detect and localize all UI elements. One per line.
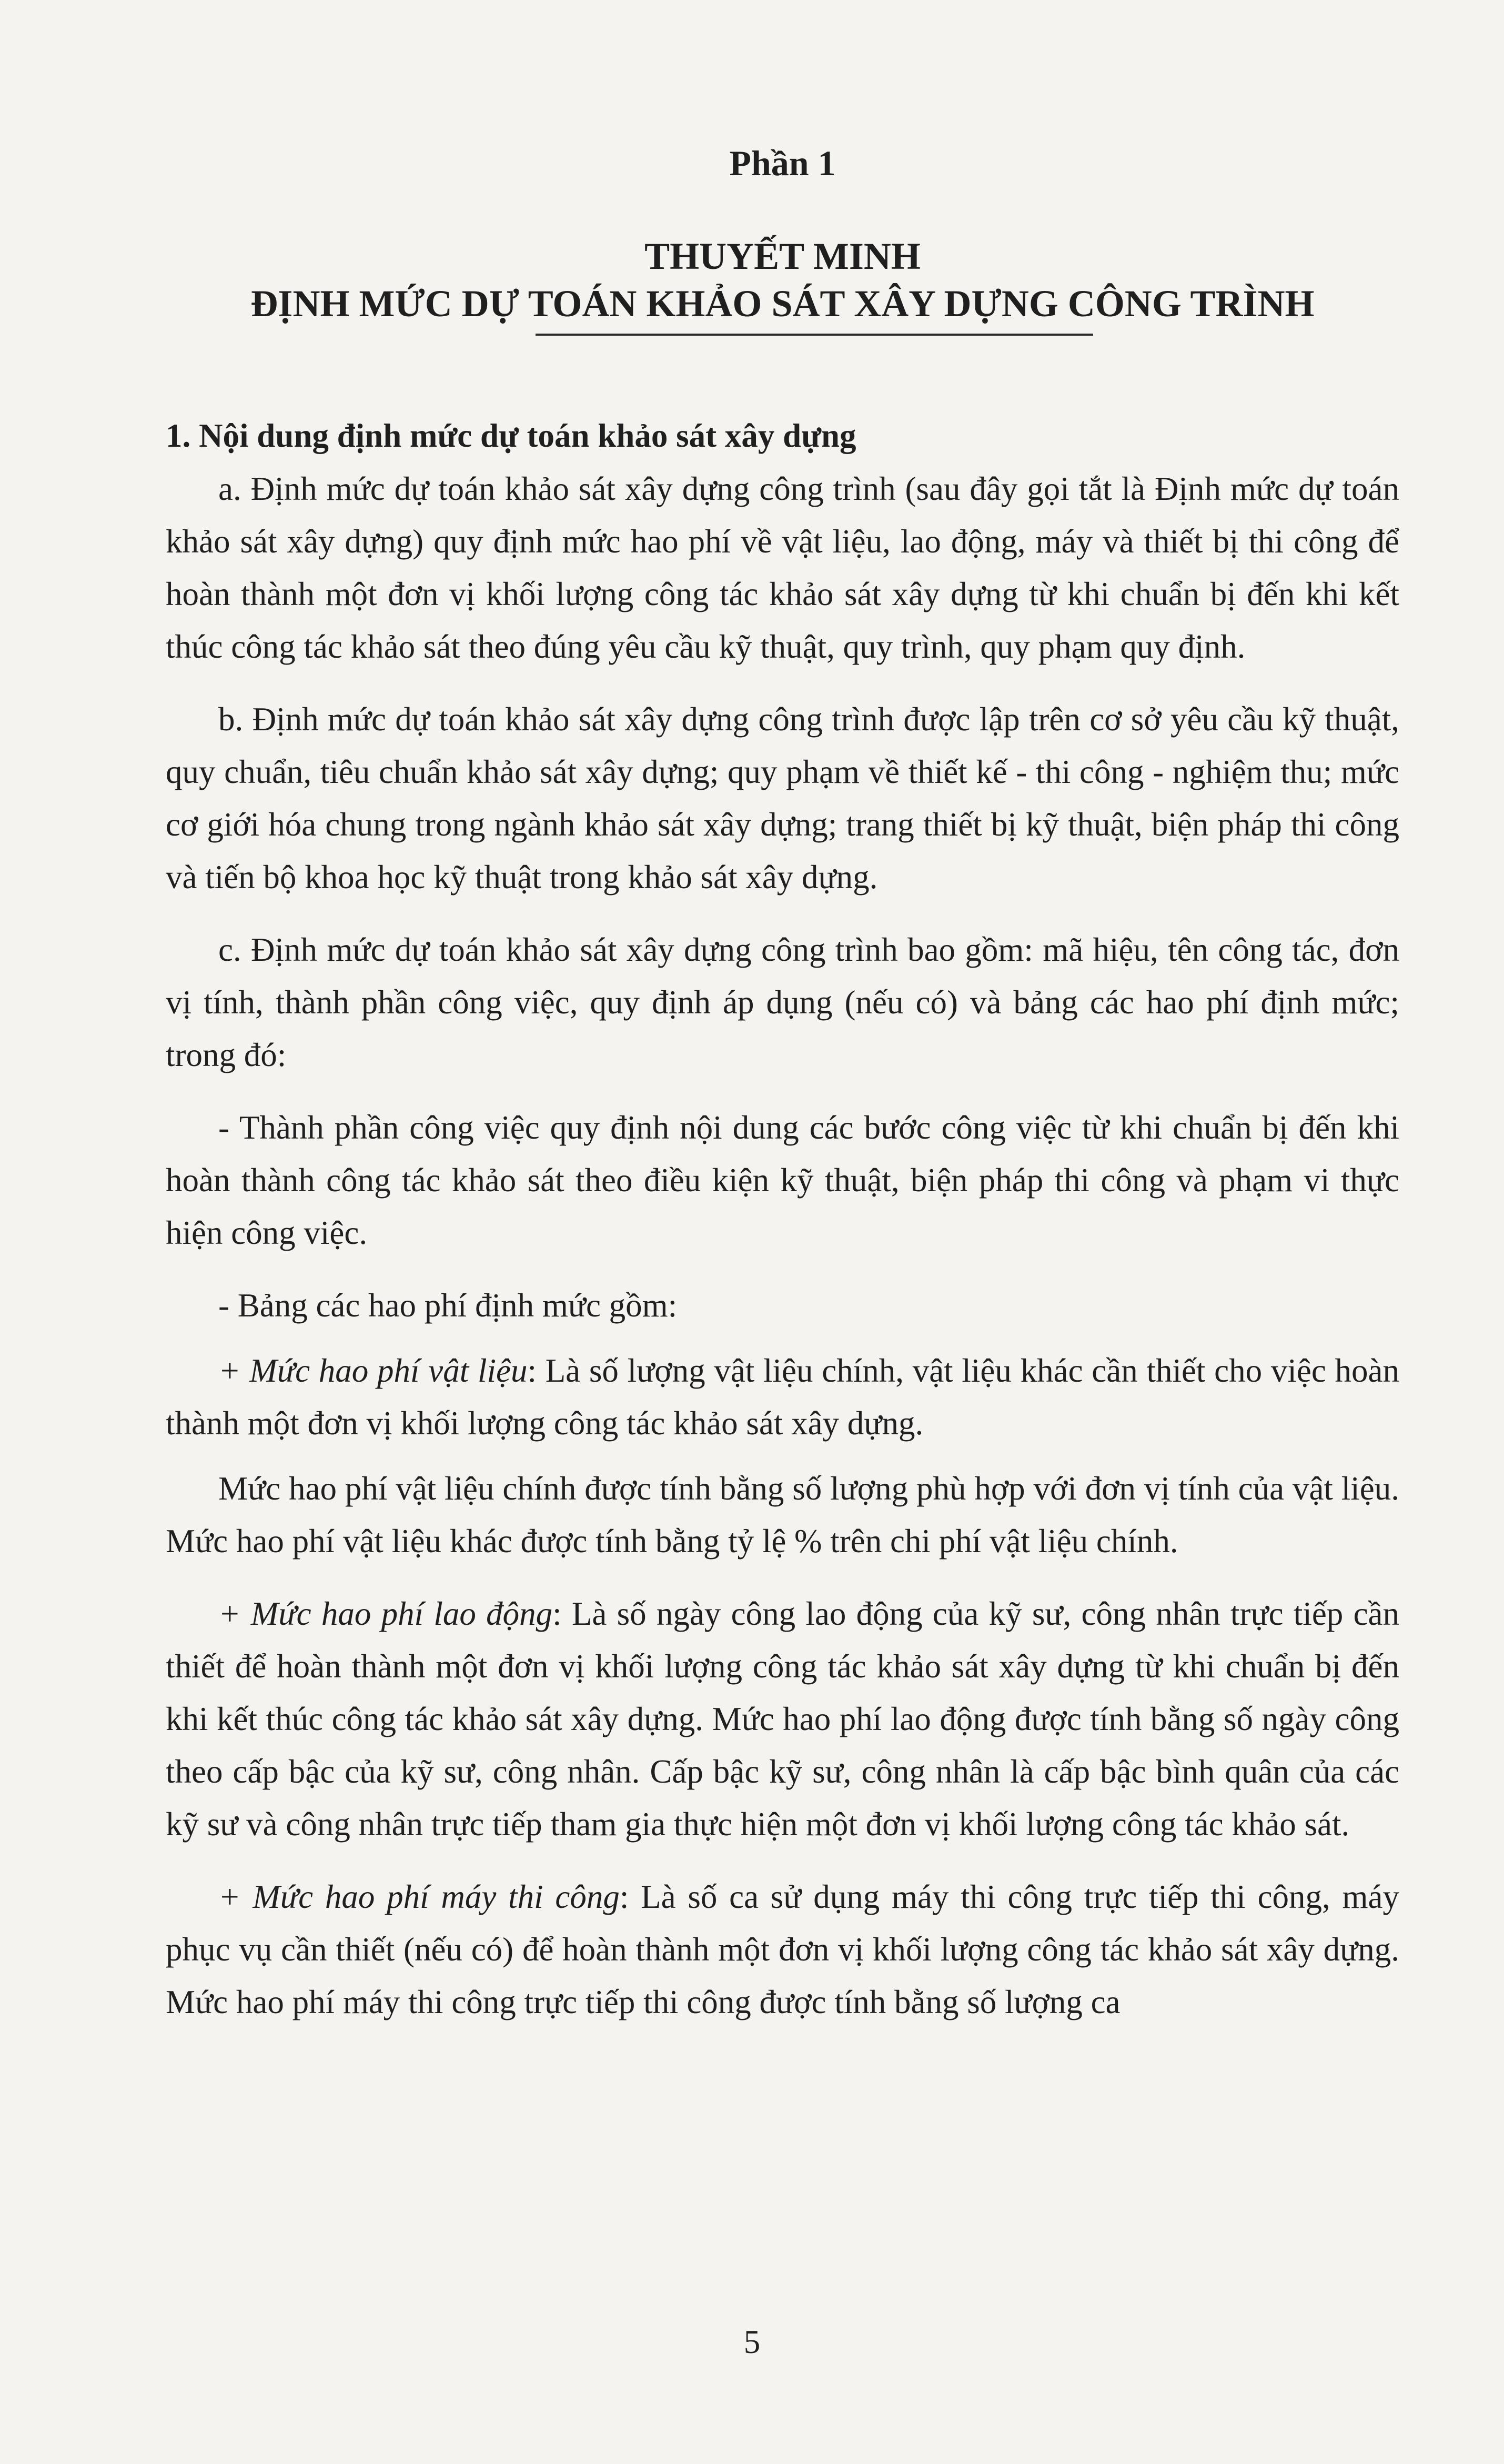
section-heading: 1. Nội dung định mức dự toán khảo sát xây dựng xyxy=(166,417,856,454)
paragraph-c: c. Định mức dự toán khảo sát xây dựng công trình bao gồm: mã hiệu, tên công tác, đơn vị tính, thành phần công việc, quy định áp dụng (nếu có) và bảng các hao phí định mức; trong đó: xyxy=(166,931,1399,1074)
term-may-thi-cong: + Mức hao phí máy thi công xyxy=(218,1878,620,1916)
paragraph-lao-dong xyxy=(166,1587,1399,1850)
paragraph-a: a. Định mức dự toán khảo sát xây dựng công trình (sau đây gọi tắt là Định mức dự toán khảo sát xây dựng) quy định mức hao phí về vật liệu, lao động, máy và thiết bị thi công để hoàn thành một đơn vị khối lượng công tác khảo sát xây dựng từ khi chuẩn bị đến khi kết thúc công tác khảo sát theo đúng yêu cầu kỹ thuật, quy trình, quy phạm quy định. xyxy=(166,470,1399,666)
term-lao-dong: + Mức hao phí lao động xyxy=(218,1595,553,1633)
text-may-thi-cong: : Là số ca sử dụng máy thi công trực tiếp thi công, máy phục vụ cần thiết (nếu có) để hoàn thành một đơn vị khối lượng công tác khảo sát xây dựng. Mức hao phí máy thi công trực tiếp thi công được tính bằng số lượng ca xyxy=(166,1878,1400,2021)
page-number: 5 xyxy=(743,2324,761,2360)
part-label: Phần 1 xyxy=(729,143,836,183)
text-vat-lieu: : Là số lượng vật liệu chính, vật liệu khác cần thiết cho việc hoàn thành một đơn vị khối lượng công tác khảo sát xây dựng. xyxy=(166,1352,1399,1442)
term-vat-lieu: + Mức hao phí vật liệu xyxy=(218,1352,528,1390)
page-content xyxy=(166,142,1399,2048)
title-underline xyxy=(536,334,1093,336)
paragraph-may-thi-cong xyxy=(166,1870,1399,2028)
paragraph-vat-lieu-detail: Mức hao phí vật liệu chính được tính bằng số lượng phù hợp với đơn vị tính của vật liệu. Mức hao phí vật liệu khác được tính bằng tỷ lệ % trên chi phí vật liệu chính. xyxy=(166,1470,1399,1560)
paragraph-thanh-phan-cong-viec: - Thành phần công việc quy định nội dung các bước công việc từ khi chuẩn bị đến khi hoàn thành công tác khảo sát theo điều kiện kỹ thuật, biện pháp thi công và phạm vi thực hiện công việc. xyxy=(166,1109,1399,1252)
text-lao-dong: : Là số ngày công lao động của kỹ sư, công nhân trực tiếp cần thiết để hoàn thành một đơn vị khối lượng công tác khảo sát xây dựng từ khi chuẩn bị đến khi kết thúc công tác khảo sát xây dựng. Mức hao phí lao động được tính bằng số ngày công theo cấp bậc của kỹ sư, công nhân. Cấp bậc kỹ sư, công nhân là cấp bậc bình quân của các kỹ sư và công nhân trực tiếp tham gia thực hiện một đơn vị khối lượng công tác khảo sát. xyxy=(166,1595,1399,1843)
paragraph-bang-hao-phi: - Bảng các hao phí định mức gồm: xyxy=(218,1287,678,1324)
paragraph-vat-lieu xyxy=(166,1344,1399,1450)
title-line-1: THUYẾT MINH xyxy=(644,235,921,277)
paragraph-b: b. Định mức dự toán khảo sát xây dựng công trình được lập trên cơ sở yêu cầu kỹ thuật, quy chuẩn, tiêu chuẩn khảo sát xây dựng; quy phạm về thiết kế - thi công - nghiệm thu; mức cơ giới hóa chung trong ngành khảo sát xây dựng; trang thiết bị kỹ thuật, biện pháp thi công và tiến bộ khoa học kỹ thuật trong khảo sát xây dựng. xyxy=(166,701,1399,896)
title-line-2: ĐỊNH MỨC DỰ TOÁN KHẢO SÁT XÂY DỰNG CÔNG TRÌNH xyxy=(250,282,1315,325)
